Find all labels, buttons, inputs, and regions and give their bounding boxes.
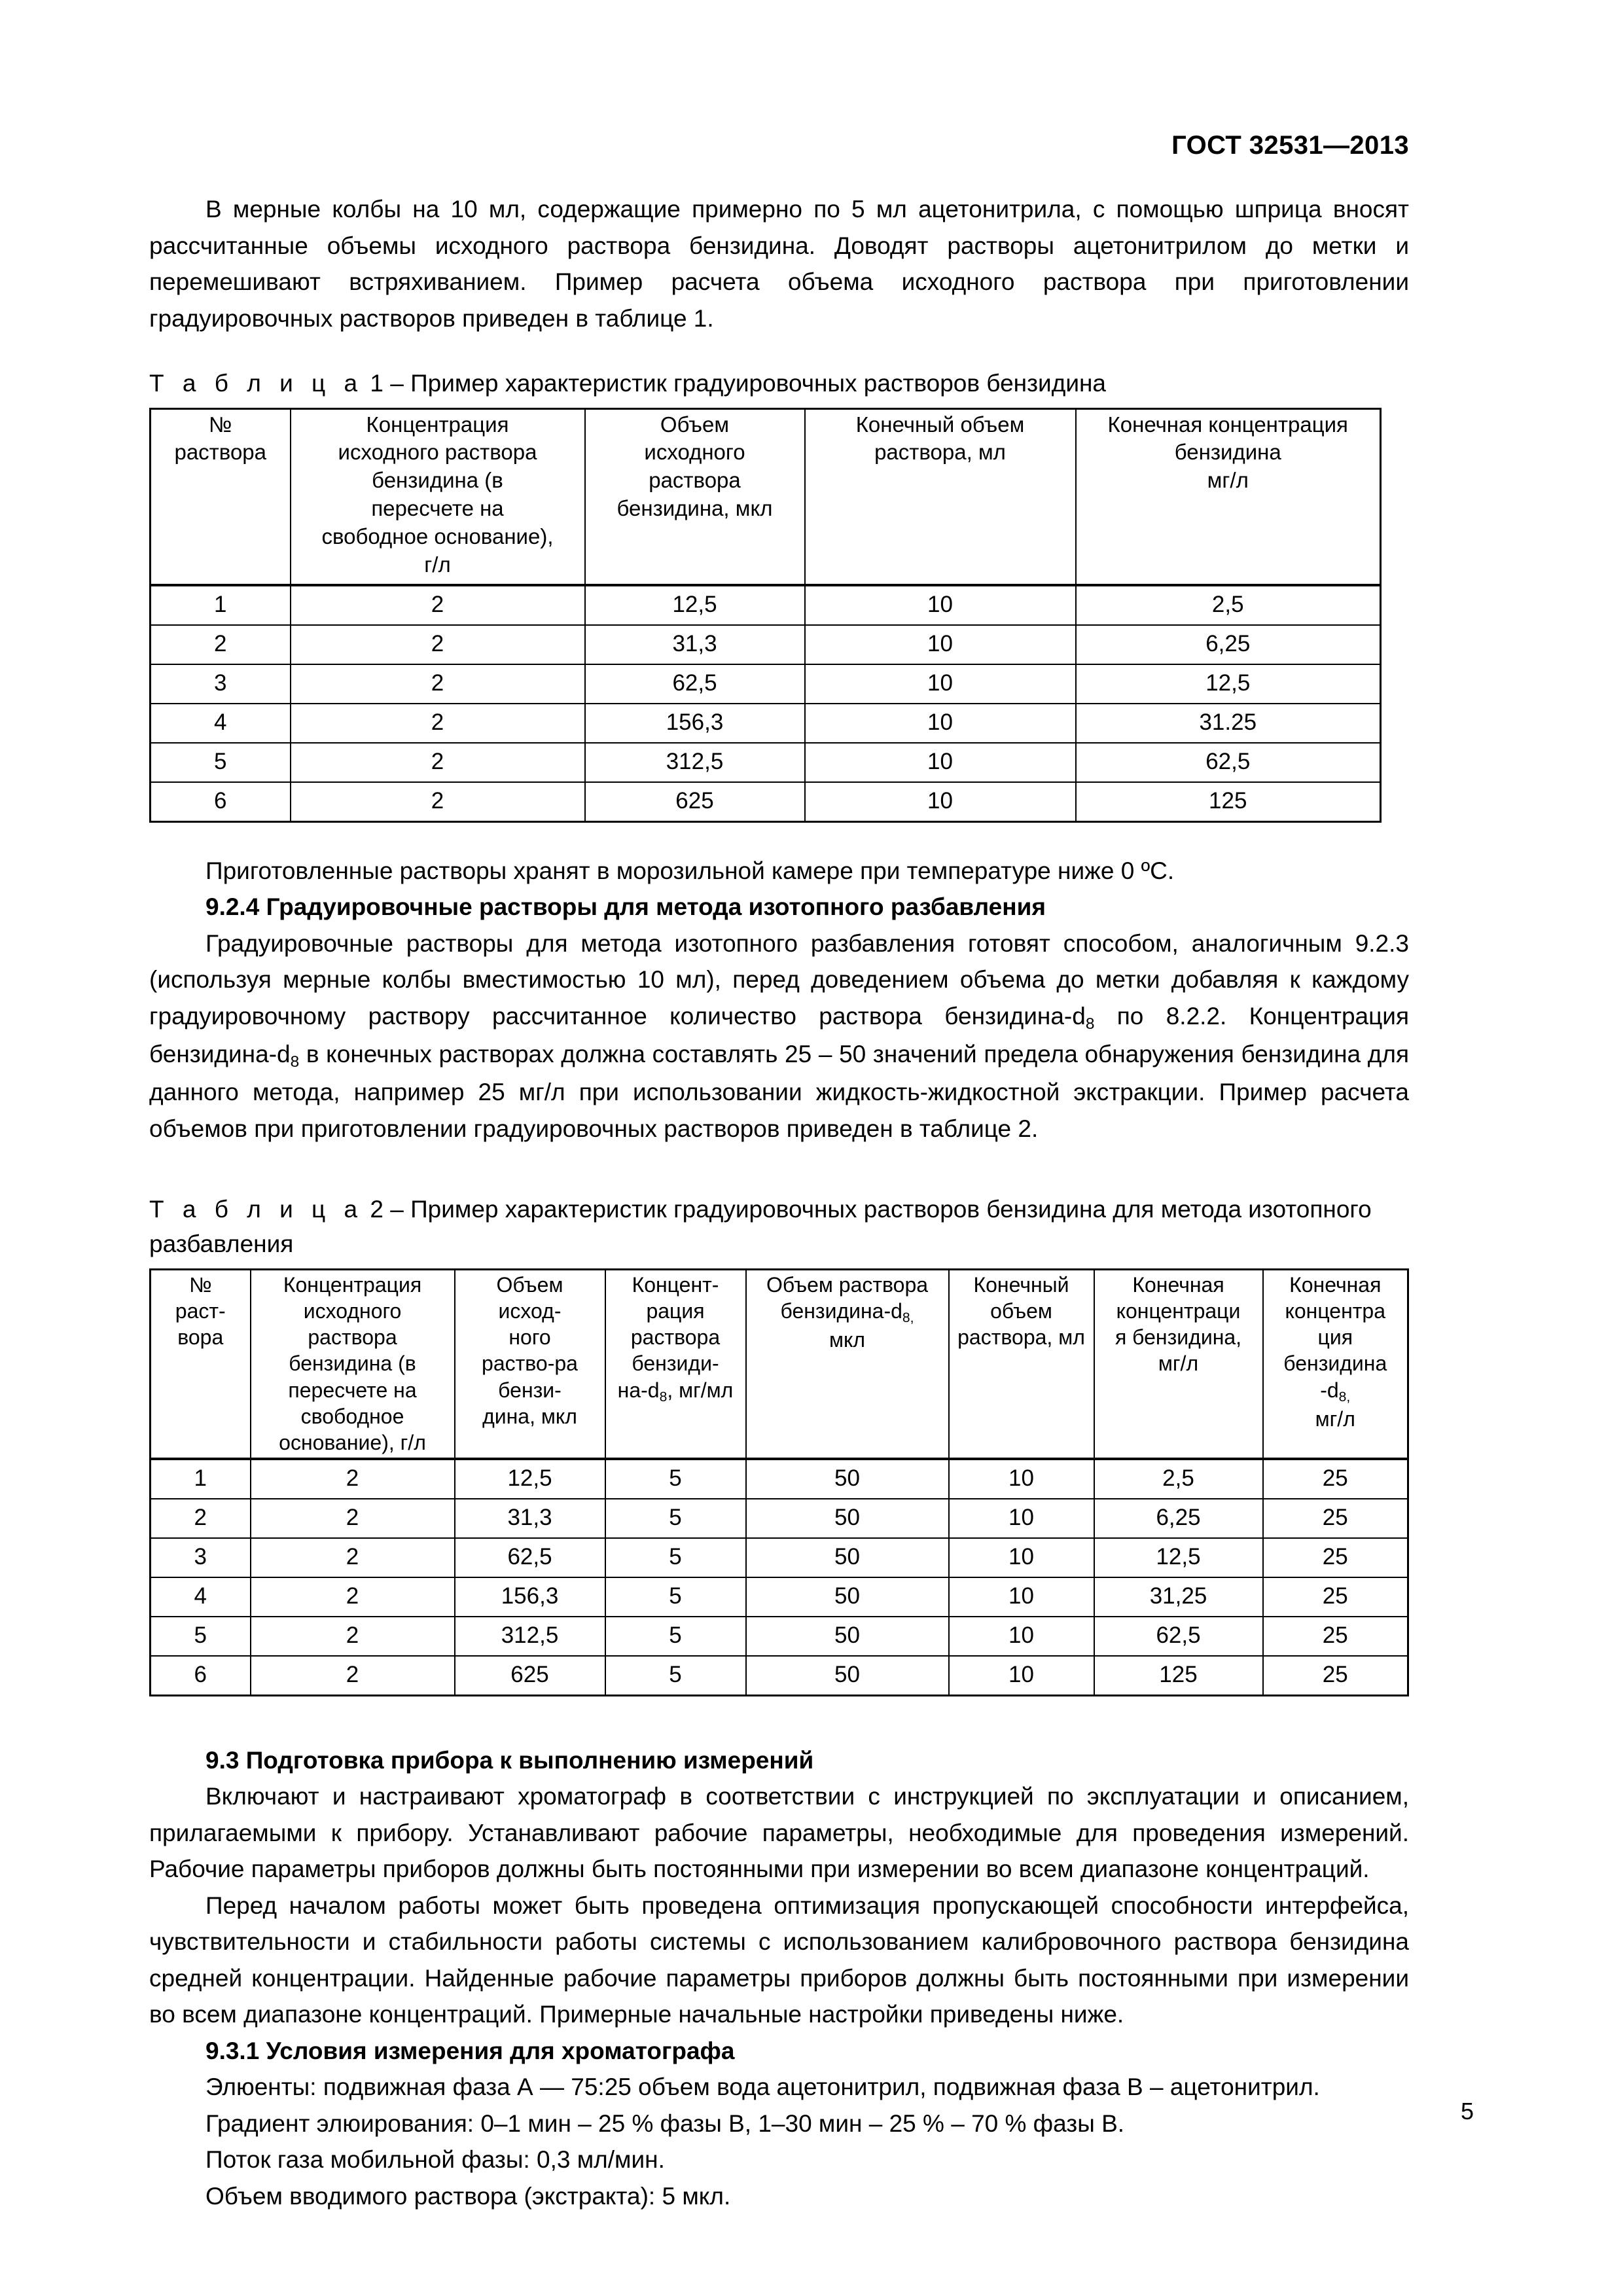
cell-stock-concentration: 2 — [251, 1499, 455, 1538]
cell-solution-number: 5 — [151, 743, 291, 782]
table-row — [151, 1577, 1408, 1617]
cell-final-concentration: 2,5 — [1076, 585, 1381, 625]
table-2-caption-text: – Пример характеристик градуировочных растворов бензидина для метода изотопного разбавления — [149, 1196, 1372, 1257]
table-row — [151, 585, 1381, 625]
table-2-caption-label: Т а б л и ц а — [149, 1196, 364, 1223]
cell-stock-concentration: 2 — [251, 1459, 455, 1499]
subscript-8: 8, — [902, 1310, 914, 1325]
cell-stock-concentration: 2 — [251, 1538, 455, 1577]
table-2-body — [151, 1459, 1408, 1696]
page-content — [149, 131, 1409, 2214]
cell-final-d8-concentration: 25 — [1263, 1617, 1408, 1656]
cell-stock-concentration: 2 — [251, 1656, 455, 1696]
table-1-col-header-stock-concentration: Концентрация исходного раствора бензидина (в пересчете на свободное основание), г/л — [291, 408, 585, 585]
header-final-d8-line5: $-d_{8,}$ — [1320, 1378, 1351, 1405]
cell-final-d8-concentration: 25 — [1263, 1577, 1408, 1617]
table-2-header-row — [151, 1269, 1408, 1459]
isotope-text-part-3: в конечных растворах должна составлять 25 – 50 значений предела обнаружения бензидина для данного метода, например 25 мг/л при использовании жидкость-жидкостной экстракции. Пример расчета объемов при приготовлении градуировочных растворов приведен в таблице 2. — [149, 1040, 1409, 1142]
paragraph-instrument-prep-1: Включают и настраивают хроматограф в соответствии с инструкцией по эксплуатации и описанием, прилагаемыми к прибору. Устанавливают рабочие параметры, необходимые для проведения измерений. Рабочие параметры приборов должны быть постоянными при измерении во всем диапазоне концентраций. — [149, 1783, 1409, 1883]
cell-final-d8-concentration: 25 — [1263, 1459, 1408, 1499]
cell-final-volume: 10 — [805, 743, 1076, 782]
cell-d8-concentration: 5 — [605, 1459, 746, 1499]
cell-d8-concentration: 5 — [605, 1617, 746, 1656]
cell-final-volume: 10 — [805, 585, 1076, 625]
subscript-d8-a: 8 — [1085, 1014, 1095, 1033]
paragraph-instrument-prep-2: Перед началом работы может быть проведена оптимизация пропускающей способности интерфейса, чувствительности и стабильности работы системы с использованием калибровочного раствора бензидина средней концентрации. Найденные рабочие параметры приборов должны быть постоянными при измерении во всем диапазоне концентраций. Примерные начальные настройки приведены ниже. — [149, 1892, 1409, 2028]
table-2-col-header-final-concentration: Конечная концентраци я бензидина, мг/л — [1094, 1269, 1263, 1459]
cell-stock-concentration: 2 — [291, 625, 585, 664]
table-row — [151, 625, 1381, 664]
cell-solution-number: 2 — [151, 625, 291, 664]
cell-d8-volume: 50 — [746, 1577, 949, 1617]
table-2-col-header-d8-concentration: Концент- рация раствора бензиди- $на-d_8$, мг/мл — [605, 1269, 746, 1459]
cell-stock-volume: 31,3 — [585, 625, 805, 664]
cell-d8-volume: 50 — [746, 1538, 949, 1577]
heading-9-3: 9.3 Подготовка прибора к выполнению измерений — [205, 1746, 814, 1774]
subscript-d8-b: 8 — [290, 1052, 300, 1071]
table-1-caption-label: Т а б л и ц а — [149, 370, 364, 397]
cell-final-d8-concentration: 25 — [1263, 1656, 1408, 1696]
table-2-caption-number: 2 — [370, 1196, 383, 1223]
cell-stock-concentration: 2 — [291, 704, 585, 743]
cell-final-volume: 10 — [805, 782, 1076, 822]
cell-d8-concentration: 5 — [605, 1499, 746, 1538]
table-1-col-header-final-volume: Конечный объем раствора, мл — [805, 408, 1076, 585]
cell-final-concentration: 31.25 — [1076, 704, 1381, 743]
document-standard-header: ГОСТ 32531—2013 — [1171, 131, 1409, 160]
cell-stock-volume: 62,5 — [455, 1538, 605, 1577]
cell-final-concentration: 62,5 — [1094, 1617, 1263, 1656]
paragraph-gradient: Градиент элюирования: 0–1 мин – 25 % фазы В, 1–30 мин – 25 % – 70 % фазы В. — [205, 2109, 1125, 2137]
cell-stock-volume: 625 — [585, 782, 805, 822]
cell-stock-volume: 12,5 — [585, 585, 805, 625]
cell-stock-concentration: 2 — [291, 743, 585, 782]
cell-solution-number: 3 — [151, 664, 291, 704]
cell-final-concentration: 125 — [1094, 1656, 1263, 1696]
cell-solution-number: 4 — [151, 1577, 251, 1617]
subscript-8: 8 — [659, 1389, 668, 1405]
page-number: 5 — [1460, 2098, 1474, 2125]
header-d8-units: $на-d_8$, мг/мл — [617, 1378, 734, 1405]
cell-stock-concentration: 2 — [291, 664, 585, 704]
cell-stock-volume: 156,3 — [585, 704, 805, 743]
cell-final-concentration: 6,25 — [1094, 1499, 1263, 1538]
paragraph-flow: Поток газа мобильной фазы: 0,3 мл/мин. — [205, 2146, 665, 2174]
isotope-text-part-1: Градуировочные растворы для метода изотопного разбавления готовят способом, аналогичным 9.2.3 (используя мерные колбы вместимостью 10 мл), перед доведением объема до метки добавляя к каждому градуировочному раствору рассчитанное количество раствора бензидина-d — [149, 929, 1409, 1030]
paragraph-isotope-dilution — [149, 925, 1409, 1147]
cell-d8-volume: 50 — [746, 1656, 949, 1696]
spacer — [149, 823, 1409, 853]
table-2 — [149, 1268, 1409, 1696]
cell-d8-volume: 50 — [746, 1499, 949, 1538]
table-1-header-row — [151, 408, 1381, 585]
cell-final-volume: 10 — [805, 704, 1076, 743]
cell-final-volume: 10 — [949, 1538, 1094, 1577]
table-2-caption — [149, 1193, 1409, 1261]
table-1-caption-number: 1 — [370, 370, 383, 397]
table-2-header — [151, 1269, 1408, 1459]
cell-stock-volume: 312,5 — [585, 743, 805, 782]
cell-solution-number: 5 — [151, 1617, 251, 1656]
table-row — [151, 1499, 1408, 1538]
table-2-col-header-final-d8-concentration: Конечная концентра ция бензидина $-d_{8,}$ мг/л — [1263, 1269, 1408, 1459]
table-row — [151, 1656, 1408, 1696]
cell-d8-concentration: 5 — [605, 1538, 746, 1577]
heading-9-2-4: 9.2.4 Градуировочные растворы для метода изотопного разбавления — [205, 893, 1046, 921]
spacer — [149, 1696, 1409, 1742]
cell-final-volume: 10 — [949, 1499, 1094, 1538]
cell-d8-volume: 50 — [746, 1459, 949, 1499]
cell-final-concentration: 62,5 — [1076, 743, 1381, 782]
table-1-body — [151, 585, 1381, 822]
subscript-8: 8, — [1338, 1389, 1351, 1405]
table-row — [151, 782, 1381, 822]
cell-final-concentration: 6,25 — [1076, 625, 1381, 664]
paragraph-injection-volume: Объем вводимого раствора (экстракта): 5 мкл. — [205, 2182, 731, 2210]
cell-final-volume: 10 — [805, 625, 1076, 664]
table-row — [151, 664, 1381, 704]
cell-d8-concentration: 5 — [605, 1656, 746, 1696]
cell-solution-number: 1 — [151, 1459, 251, 1499]
spacer — [149, 336, 1409, 367]
table-row — [151, 1617, 1408, 1656]
cell-final-concentration: 2,5 — [1094, 1459, 1263, 1499]
cell-stock-concentration: 2 — [251, 1577, 455, 1617]
cell-solution-number: 2 — [151, 1499, 251, 1538]
cell-final-concentration: 12,5 — [1076, 664, 1381, 704]
table-1-caption — [149, 367, 1409, 401]
table-row — [151, 1538, 1408, 1577]
paragraph-eluents: Элюенты: подвижная фаза А — 75:25 объем вода ацетонитрил, подвижная фаза В – ацетонитрил. — [205, 2073, 1320, 2101]
header-d8-volume-line2: бензидина-$d_{8,}$ — [780, 1299, 914, 1325]
heading-9-3-1: 9.3.1 Условия измерения для хроматографа — [205, 2037, 735, 2064]
cell-final-concentration: 125 — [1076, 782, 1381, 822]
cell-final-concentration: 12,5 — [1094, 1538, 1263, 1577]
cell-solution-number: 4 — [151, 704, 291, 743]
cell-final-d8-concentration: 25 — [1263, 1538, 1408, 1577]
isotope-text-part-2: по 8.2.2. Концентрация бензидина-d — [149, 1002, 1409, 1067]
table-2-col-header-stock-volume: Объем исход- ного раство-ра бензи- дина, мкл — [455, 1269, 605, 1459]
table-row — [151, 1459, 1408, 1499]
cell-stock-volume: 31,3 — [455, 1499, 605, 1538]
table-1-col-header-number: № раствора — [151, 408, 291, 585]
cell-stock-concentration: 2 — [291, 782, 585, 822]
table-2-col-header-number: № раст- вора — [151, 1269, 251, 1459]
table-1 — [149, 408, 1382, 823]
paragraph-storage: Приготовленные растворы хранят в морозильной камере при температуре ниже 0 ºС. — [205, 857, 1175, 884]
cell-solution-number: 1 — [151, 585, 291, 625]
table-2-col-header-d8-volume: Объем раствора бензидина-$d_{8,}$ мкл — [746, 1269, 949, 1459]
table-2-col-header-stock-concentration: Концентрация исходного раствора бензидина (в пересчете на свободное основание), г/л — [251, 1269, 455, 1459]
table-2-col-header-final-volume: Конечный объем раствора, мл — [949, 1269, 1094, 1459]
cell-solution-number: 6 — [151, 782, 291, 822]
cell-final-volume: 10 — [949, 1577, 1094, 1617]
cell-stock-volume: 12,5 — [455, 1459, 605, 1499]
table-row — [151, 743, 1381, 782]
cell-d8-volume: 50 — [746, 1617, 949, 1656]
cell-final-volume: 10 — [805, 664, 1076, 704]
cell-final-volume: 10 — [949, 1459, 1094, 1499]
cell-final-concentration: 31,25 — [1094, 1577, 1263, 1617]
cell-final-volume: 10 — [949, 1617, 1094, 1656]
paragraph-intro: В мерные колбы на 10 мл, содержащие примерно по 5 мл ацетонитрила, с помощью шприца вносят рассчитанные объемы исходного раствора бензидина. Доводят растворы ацетонитрилом до метки и перемешивают встряхиванием. Пример расчета объема исходного раствора при приготовлении градуировочных растворов приведен в таблице 1. — [149, 196, 1409, 332]
table-1-caption-text: – Пример характеристик градуировочных растворов бензидина — [390, 370, 1106, 397]
cell-final-d8-concentration: 25 — [1263, 1499, 1408, 1538]
cell-stock-volume: 312,5 — [455, 1617, 605, 1656]
cell-stock-concentration: 2 — [251, 1617, 455, 1656]
spacer — [149, 1147, 1409, 1193]
cell-final-volume: 10 — [949, 1656, 1094, 1696]
cell-stock-volume: 625 — [455, 1656, 605, 1696]
cell-d8-concentration: 5 — [605, 1577, 746, 1617]
cell-stock-volume: 62,5 — [585, 664, 805, 704]
cell-solution-number: 6 — [151, 1656, 251, 1696]
table-1-col-header-final-concentration: Конечная концентрация бензидина мг/л — [1076, 408, 1381, 585]
table-1-header — [151, 408, 1381, 585]
cell-stock-volume: 156,3 — [455, 1577, 605, 1617]
cell-stock-concentration: 2 — [291, 585, 585, 625]
table-1-col-header-stock-volume: Объем исходного раствора бензидина, мкл — [585, 408, 805, 585]
table-row — [151, 704, 1381, 743]
cell-solution-number: 3 — [151, 1538, 251, 1577]
